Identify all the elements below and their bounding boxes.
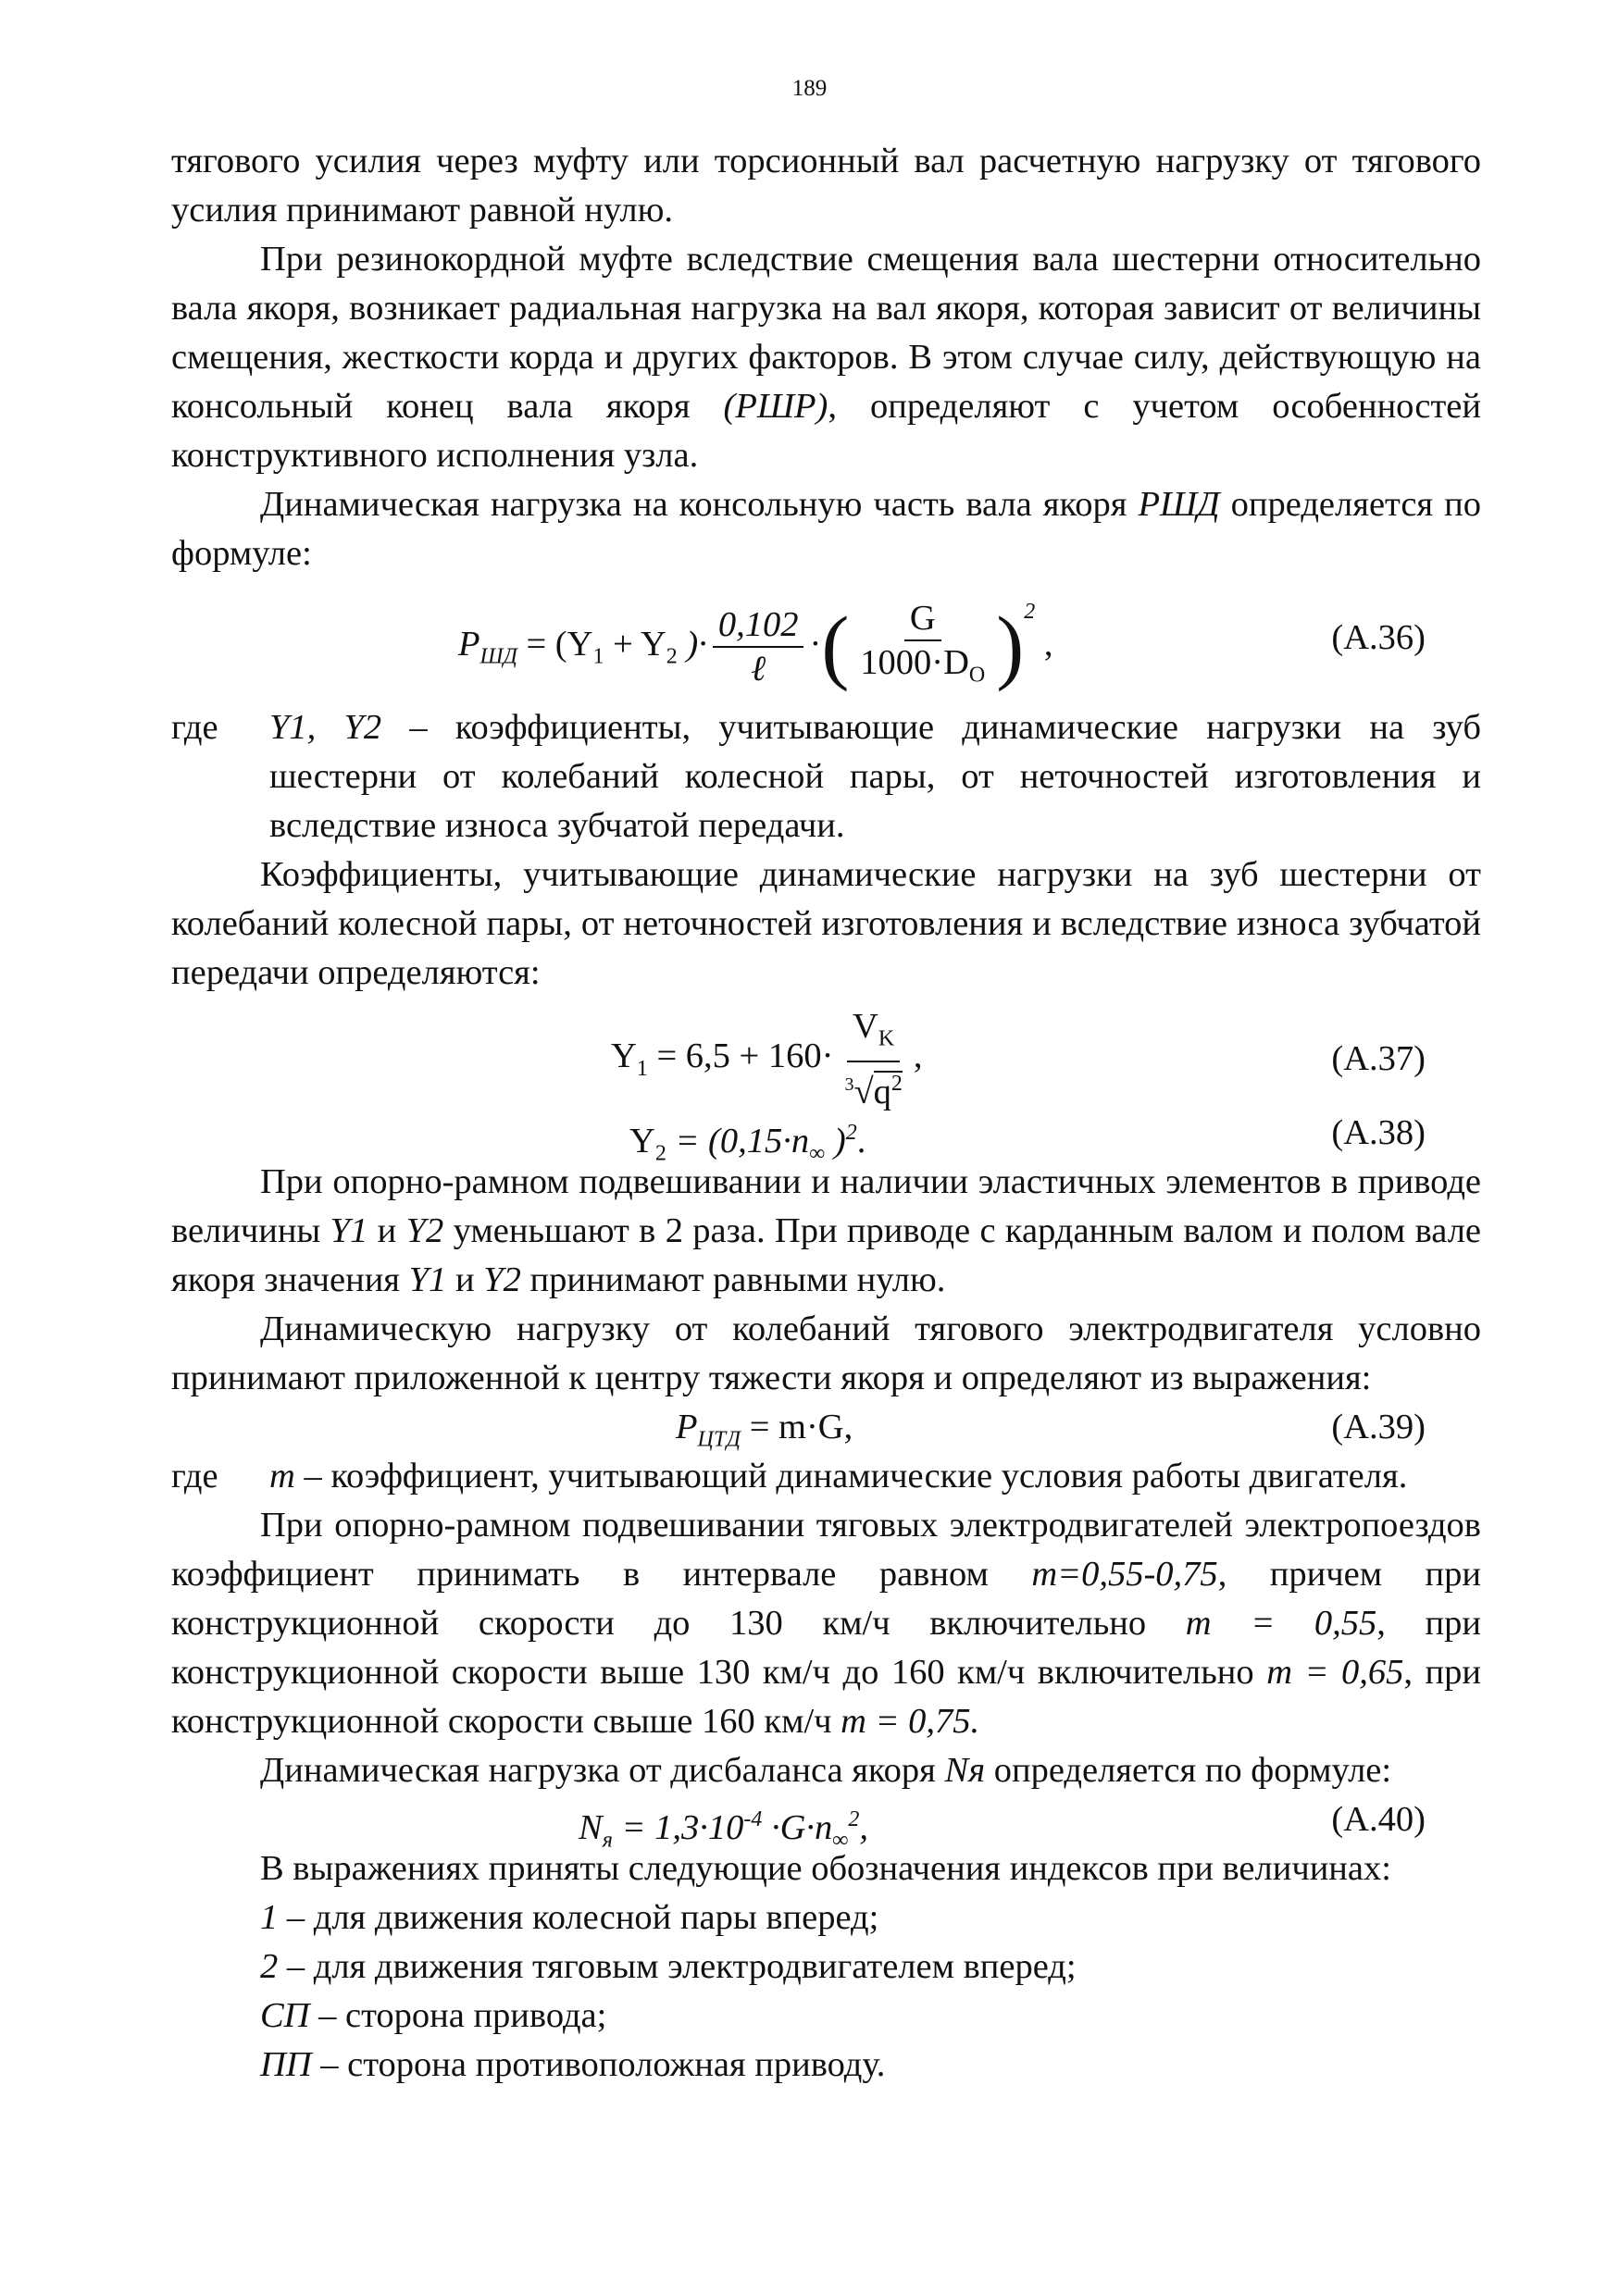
formula-a40 — [171, 1795, 1481, 1853]
var: Y2 — [483, 1260, 521, 1299]
f-sub: ∞ — [809, 1141, 826, 1166]
numerator — [847, 1005, 900, 1062]
f-sub: 2 — [666, 644, 678, 669]
where-label: где — [171, 708, 218, 747]
equation-label-a38: (A.38) — [1331, 1113, 1426, 1152]
index-item — [171, 1942, 1481, 1992]
exponent: 2 — [1024, 600, 1036, 624]
where-text — [269, 703, 1481, 850]
formula-a36-expression: $P_{ШД} = (Y_1 + Y_2$ )· $\frac{0,102}{\text{ℓ}}$ ·( $\frac{G}{1000\cdot D_O}$ )$^2$ , — [458, 588, 1053, 697]
value: m = 0,65 — [1266, 1653, 1404, 1692]
text: При опорно-рамном подвешивании тяговых электродвигателей электропоездов коэффициент принимать в интервале равном — [171, 1506, 1481, 1594]
text: и — [367, 1211, 406, 1250]
text: – коэффициенты, учитывающие динамические нагрузки на зуб шестерни от колебаний колесной пары, от неточностей изготовления и вследствие износа зубчатой передачи. — [269, 708, 1481, 845]
paragraph-1: тягового усилия через муфту или торсионный вал расчетную нагрузку от тягового усилия принимают равной нулю. — [171, 142, 1481, 230]
f-sub: ШД — [479, 644, 517, 669]
f-sub: ЦТД — [697, 1427, 741, 1452]
index-key: СП — [260, 1996, 310, 2035]
symbol-p-shr: (PШР) — [723, 387, 828, 426]
where-text — [269, 1452, 1481, 1501]
f-part: , — [1035, 625, 1053, 664]
f-part: ) — [825, 1121, 846, 1160]
symbol-n-ya: Nя — [944, 1751, 986, 1790]
where-label: где — [171, 1457, 218, 1496]
numerator: G — [904, 597, 941, 641]
index-item — [171, 1893, 1481, 1942]
index-item — [171, 1992, 1481, 2041]
page-body — [171, 137, 1481, 2090]
f-lhs: Y — [611, 1036, 637, 1076]
f-sub: я — [602, 1828, 613, 1853]
text: , при конструкционной скорости выше 130 км/ч до 160 км/ч включительно — [171, 1604, 1481, 1692]
text: При опорно-рамном подвешивании и наличии эластичных элементов в приводе величины — [171, 1162, 1481, 1250]
index-key: 1 — [260, 1898, 279, 1937]
formula-a36 — [171, 578, 1481, 703]
index-key: 2 — [260, 1947, 279, 1986]
paragraph-2 — [171, 235, 1481, 480]
index-text: – для движения колесной пары вперед; — [278, 1898, 879, 1937]
f-lhs: P — [458, 625, 480, 664]
exponent: -4 — [743, 1807, 763, 1831]
paragraph-4: Коэффициенты, учитывающие динамические нагрузки на зуб шестерни от колебаний колесной пары, от неточностей изготовления и вследствие износа зубчатой передачи определяются: — [171, 855, 1481, 992]
index-text: – для движения тяговым электродвигателем вперед; — [278, 1947, 1077, 1986]
page-number: 189 — [791, 76, 828, 101]
var: Y1 — [330, 1211, 368, 1250]
text: уменьшают в 2 раза. При приводе с карданным валом и полом вале якоря значения — [171, 1211, 1482, 1299]
f-sub: 1 — [636, 1056, 648, 1081]
formula-a39-expression — [676, 1403, 853, 1465]
index-item — [171, 2041, 1481, 2090]
paragraph-7 — [171, 1501, 1481, 1746]
text: принимают равными нулю. — [520, 1260, 946, 1299]
formula-a37 — [171, 998, 1481, 1109]
var: Y2 — [405, 1211, 444, 1250]
f-part: = 6,5 + 160· — [647, 1036, 834, 1076]
paragraph-8 — [171, 1746, 1481, 1795]
f-sub: ∞ — [832, 1828, 849, 1853]
value: m = 0,75. — [841, 1702, 980, 1741]
exponent: 2 — [848, 1807, 860, 1831]
denominator: ℓ — [751, 650, 766, 689]
text: определяется по формуле: — [985, 1751, 1392, 1790]
f-lhs: P — [676, 1408, 698, 1446]
where-vars: Y1, Y2 — [269, 708, 382, 747]
den-exp: 2 — [890, 1071, 903, 1096]
formula-a39 — [171, 1403, 1481, 1452]
num-sub: K — [878, 1026, 895, 1051]
range: m=0,55-0,75 — [1031, 1555, 1218, 1594]
index-text: – сторона привода; — [309, 1996, 607, 2035]
index-text: – сторона противоположная приводу. — [311, 2045, 886, 2084]
f-part: , — [859, 1807, 868, 1847]
paragraph-5 — [171, 1158, 1481, 1305]
f-lhs: N — [579, 1807, 603, 1847]
formula-a37-expression — [611, 1005, 922, 1113]
f-sub: 1 — [592, 644, 604, 669]
text: Динамическая нагрузка на консольную часть вала якоря — [260, 485, 1139, 524]
f-part: = m·G, — [741, 1408, 853, 1446]
denominator — [854, 641, 990, 697]
radical-sign: √ — [853, 1072, 874, 1111]
f-lhs: Y — [629, 1121, 655, 1160]
f-part: = 1,3·10 — [612, 1807, 744, 1847]
f-part: = (0,15·n — [666, 1121, 810, 1160]
f-sub: 2 — [654, 1141, 666, 1166]
text: – коэффициент, учитывающий динамические условия работы двигателя. — [294, 1457, 1408, 1496]
equation-label-a40: (A.40) — [1331, 1800, 1426, 1839]
text: Динамическая нагрузка от дисбаланса якоря — [260, 1751, 945, 1790]
paragraph-6: Динамическую нагрузку от колебаний тягового электродвигателя условно принимают приложенной к центру тяжести якоря и определяют из выражения: — [171, 1309, 1481, 1397]
paragraph-3 — [171, 480, 1481, 578]
formula-a40-expression — [579, 1795, 868, 1866]
equation-label-a36: (A.36) — [1331, 618, 1426, 657]
text: определяется по формуле: — [171, 485, 1481, 573]
denominator — [839, 1062, 907, 1113]
fraction-0102-l — [713, 603, 804, 690]
paragraph-9: В выражениях приняты следующие обозначения индексов при величинах: — [260, 1849, 1391, 1888]
f-part: . — [856, 1121, 866, 1160]
formula-a38 — [171, 1109, 1481, 1166]
text: При резинокордной муфте вследствие смещения вала шестерни относительно вала якоря, возникает радиальная нагрузка на вал якоря, которая зависит от величины смещения, жесткости корда и других факторов. В этом случае силу, действующую на консольный конец вала якоря — [171, 240, 1481, 426]
f-part: = (Y — [517, 625, 593, 664]
fraction-vk-cbrt-q2 — [839, 1005, 907, 1113]
num-text: V — [853, 1007, 878, 1046]
text: и — [446, 1260, 484, 1299]
numerator: 0,102 — [713, 603, 804, 648]
right-paren: ) — [996, 601, 1025, 693]
f-part: )· — [677, 625, 707, 664]
var: Y1 — [408, 1260, 447, 1299]
f-part: ·G·n — [762, 1807, 833, 1847]
equation-label-a37: (A.37) — [1331, 1039, 1426, 1078]
den-text: q — [873, 1072, 891, 1111]
text: , определяют с учетом особенностей конструктивного исполнения узла. — [171, 387, 1481, 475]
exponent: 2 — [845, 1121, 857, 1145]
radicand — [874, 1071, 903, 1111]
index-key: ПП — [260, 2045, 312, 2084]
equation-label-a39: (A.39) — [1331, 1408, 1426, 1446]
text: , причем при конструкционной скорости до 130 км/ч включительно — [171, 1555, 1481, 1643]
symbol-p-shd: PШД — [1138, 485, 1220, 524]
left-paren: ( — [821, 601, 850, 693]
value: m = 0,55 — [1185, 1604, 1377, 1643]
where-block-1 — [171, 703, 1481, 850]
where-var: m — [269, 1457, 295, 1496]
text: , при конструкционной скорости свыше 160 км/ч — [171, 1653, 1481, 1741]
den-sub: O — [968, 664, 986, 689]
fraction-g-1000do — [854, 597, 990, 697]
f-part: + Y — [604, 625, 666, 664]
f-part: , — [913, 1036, 923, 1076]
root-index: 3 — [844, 1074, 854, 1095]
formula-a38-expression — [629, 1109, 866, 1179]
den-text: 1000·D — [860, 643, 969, 683]
